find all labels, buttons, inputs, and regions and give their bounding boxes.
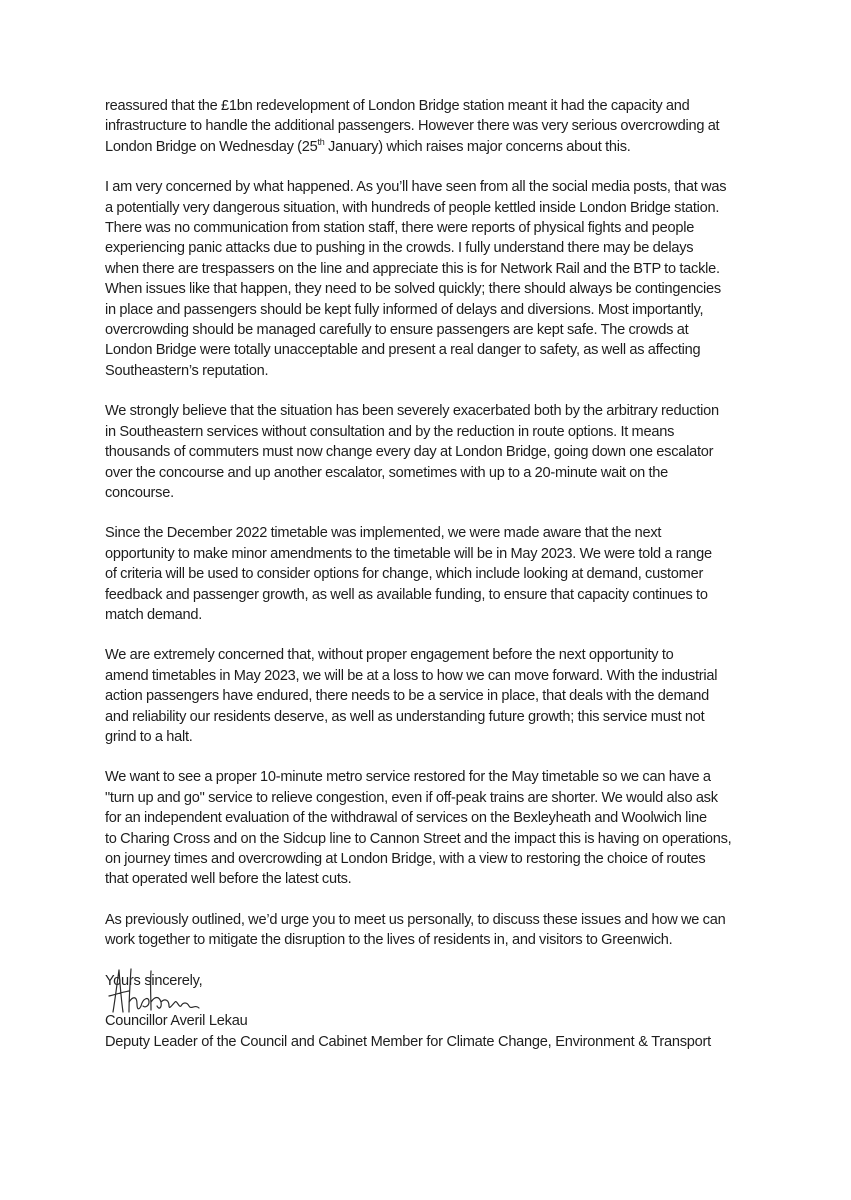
text-line: Southeastern’s reputation. (105, 362, 269, 379)
text-line: to Charing Cross and on the Sidcup line to Cannon Street and the impact this is having on operations, (105, 830, 732, 847)
text-line: opportunity to make minor amendments to the timetable will be in May 2023. We were told a range (105, 545, 712, 562)
text-line: "turn up and go" service to relieve congestion, even if off-peak trains are shorter. We would also ask (105, 789, 718, 806)
text-line: Since the December 2022 timetable was implemented, we were made aware that the next (105, 525, 662, 542)
paragraph-metro-service-request (105, 767, 755, 889)
text-line: concourse. (105, 484, 174, 501)
text-line: As previously outlined, we’d urge you to meet us personally, to discuss these issues and how we can (105, 911, 726, 928)
text-line: in place and passengers should be kept fully informed of delays and diversions. Most importantly, (105, 301, 704, 318)
text-line: in Southeastern services without consultation and by the reduction in route options. It means (105, 423, 675, 440)
letter-page (105, 96, 755, 1050)
text-line: and reliability our residents deserve, as well as understanding future growth; this service must not (105, 708, 705, 725)
text-line: action passengers have endured, there needs to be a service in place, that deals with the demand (105, 688, 710, 705)
paragraph-concern (105, 177, 755, 381)
text-line: thousands of commuters must now change every day at London Bridge, going down one escalator (105, 444, 714, 461)
text-line: overcrowding should be managed carefully to ensure passengers are kept safe. The crowds at (105, 322, 689, 339)
paragraph-service-reduction (105, 401, 755, 503)
text-line: on journey times and overcrowding at London Bridge, with a view to restoring the choice of routes (105, 851, 706, 867)
text-line: infrastructure to handle the additional passengers. However there was very serious overcrowding at (105, 118, 720, 135)
text-line: that operated well before the latest cuts. (105, 871, 352, 888)
signatory-name: Councillor Averil Lekau (105, 1013, 248, 1029)
text-line: London Bridge were totally unacceptable and present a real danger to safety, as well as affecting (105, 342, 701, 359)
ordinal-suffix: th (317, 136, 325, 147)
paragraph-engagement (105, 645, 755, 747)
text-line: grind to a halt. (105, 728, 193, 745)
text-line: We want to see a proper 10-minute metro service restored for the May timetable so we can have a (105, 769, 711, 786)
text-line: London Bridge on Wednesday (25th January) which raises major concerns about this. (105, 136, 631, 155)
text-line: experiencing panic attacks due to pushing in the crowds. I fully understand there may be delays (105, 240, 694, 257)
text-line: amend timetables in May 2023, we will be at a loss to how we can move forward. With the industrial (105, 667, 718, 684)
paragraph-meeting-request (105, 910, 755, 951)
text-line: a potentially very dangerous situation, with hundreds of people kettled inside London Bridge station. (105, 199, 720, 216)
text-line: reassured that the £1bn redevelopment of London Bridge station meant it had the capacity and (105, 98, 690, 114)
signatory-title: Deputy Leader of the Council and Cabinet Member for Climate Change, Environment & Transport (105, 1034, 711, 1050)
paragraph-timetable (105, 523, 755, 625)
text-line: when there are trespassers on the line and appreciate this is for Network Rail and the BTP to tackle. (105, 260, 720, 277)
text-line: We strongly believe that the situation has been severely exacerbated both by the arbitrary reduction (105, 403, 719, 420)
text-line: When issues like that happen, they need to be solved quickly; there should always be contingencies (105, 281, 721, 298)
faint-watermark-mark (543, 1118, 575, 1132)
text-line: of criteria will be used to consider options for change, which include looking at demand, customer (105, 566, 704, 583)
text-line: feedback and passenger growth, as well as available funding, to ensure that capacity continues to (105, 586, 708, 603)
text-line: We are extremely concerned that, without proper engagement before the next opportunity to (105, 647, 674, 664)
text-line: match demand. (105, 606, 203, 623)
text-line: There was no communication from station staff, there were reports of physical fights and people (105, 220, 695, 237)
text-line: I am very concerned by what happened. As you’ll have seen from all the social media posts, that was (105, 179, 727, 196)
paragraph-london-bridge-redevelopment (105, 96, 755, 157)
closing-salutation: Yours sincerely, (105, 972, 203, 989)
text-line: work together to mitigate the disruption to the lives of residents in, and visitors to Greenwich. (105, 932, 673, 949)
text-line: over the concourse and up another escalator, sometimes with up to a 20-minute wait on the (105, 464, 669, 481)
text-line: for an independent evaluation of the withdrawal of services on the Bexleyheath and Woolwich line (105, 810, 707, 827)
handwritten-signature (105, 966, 215, 1016)
